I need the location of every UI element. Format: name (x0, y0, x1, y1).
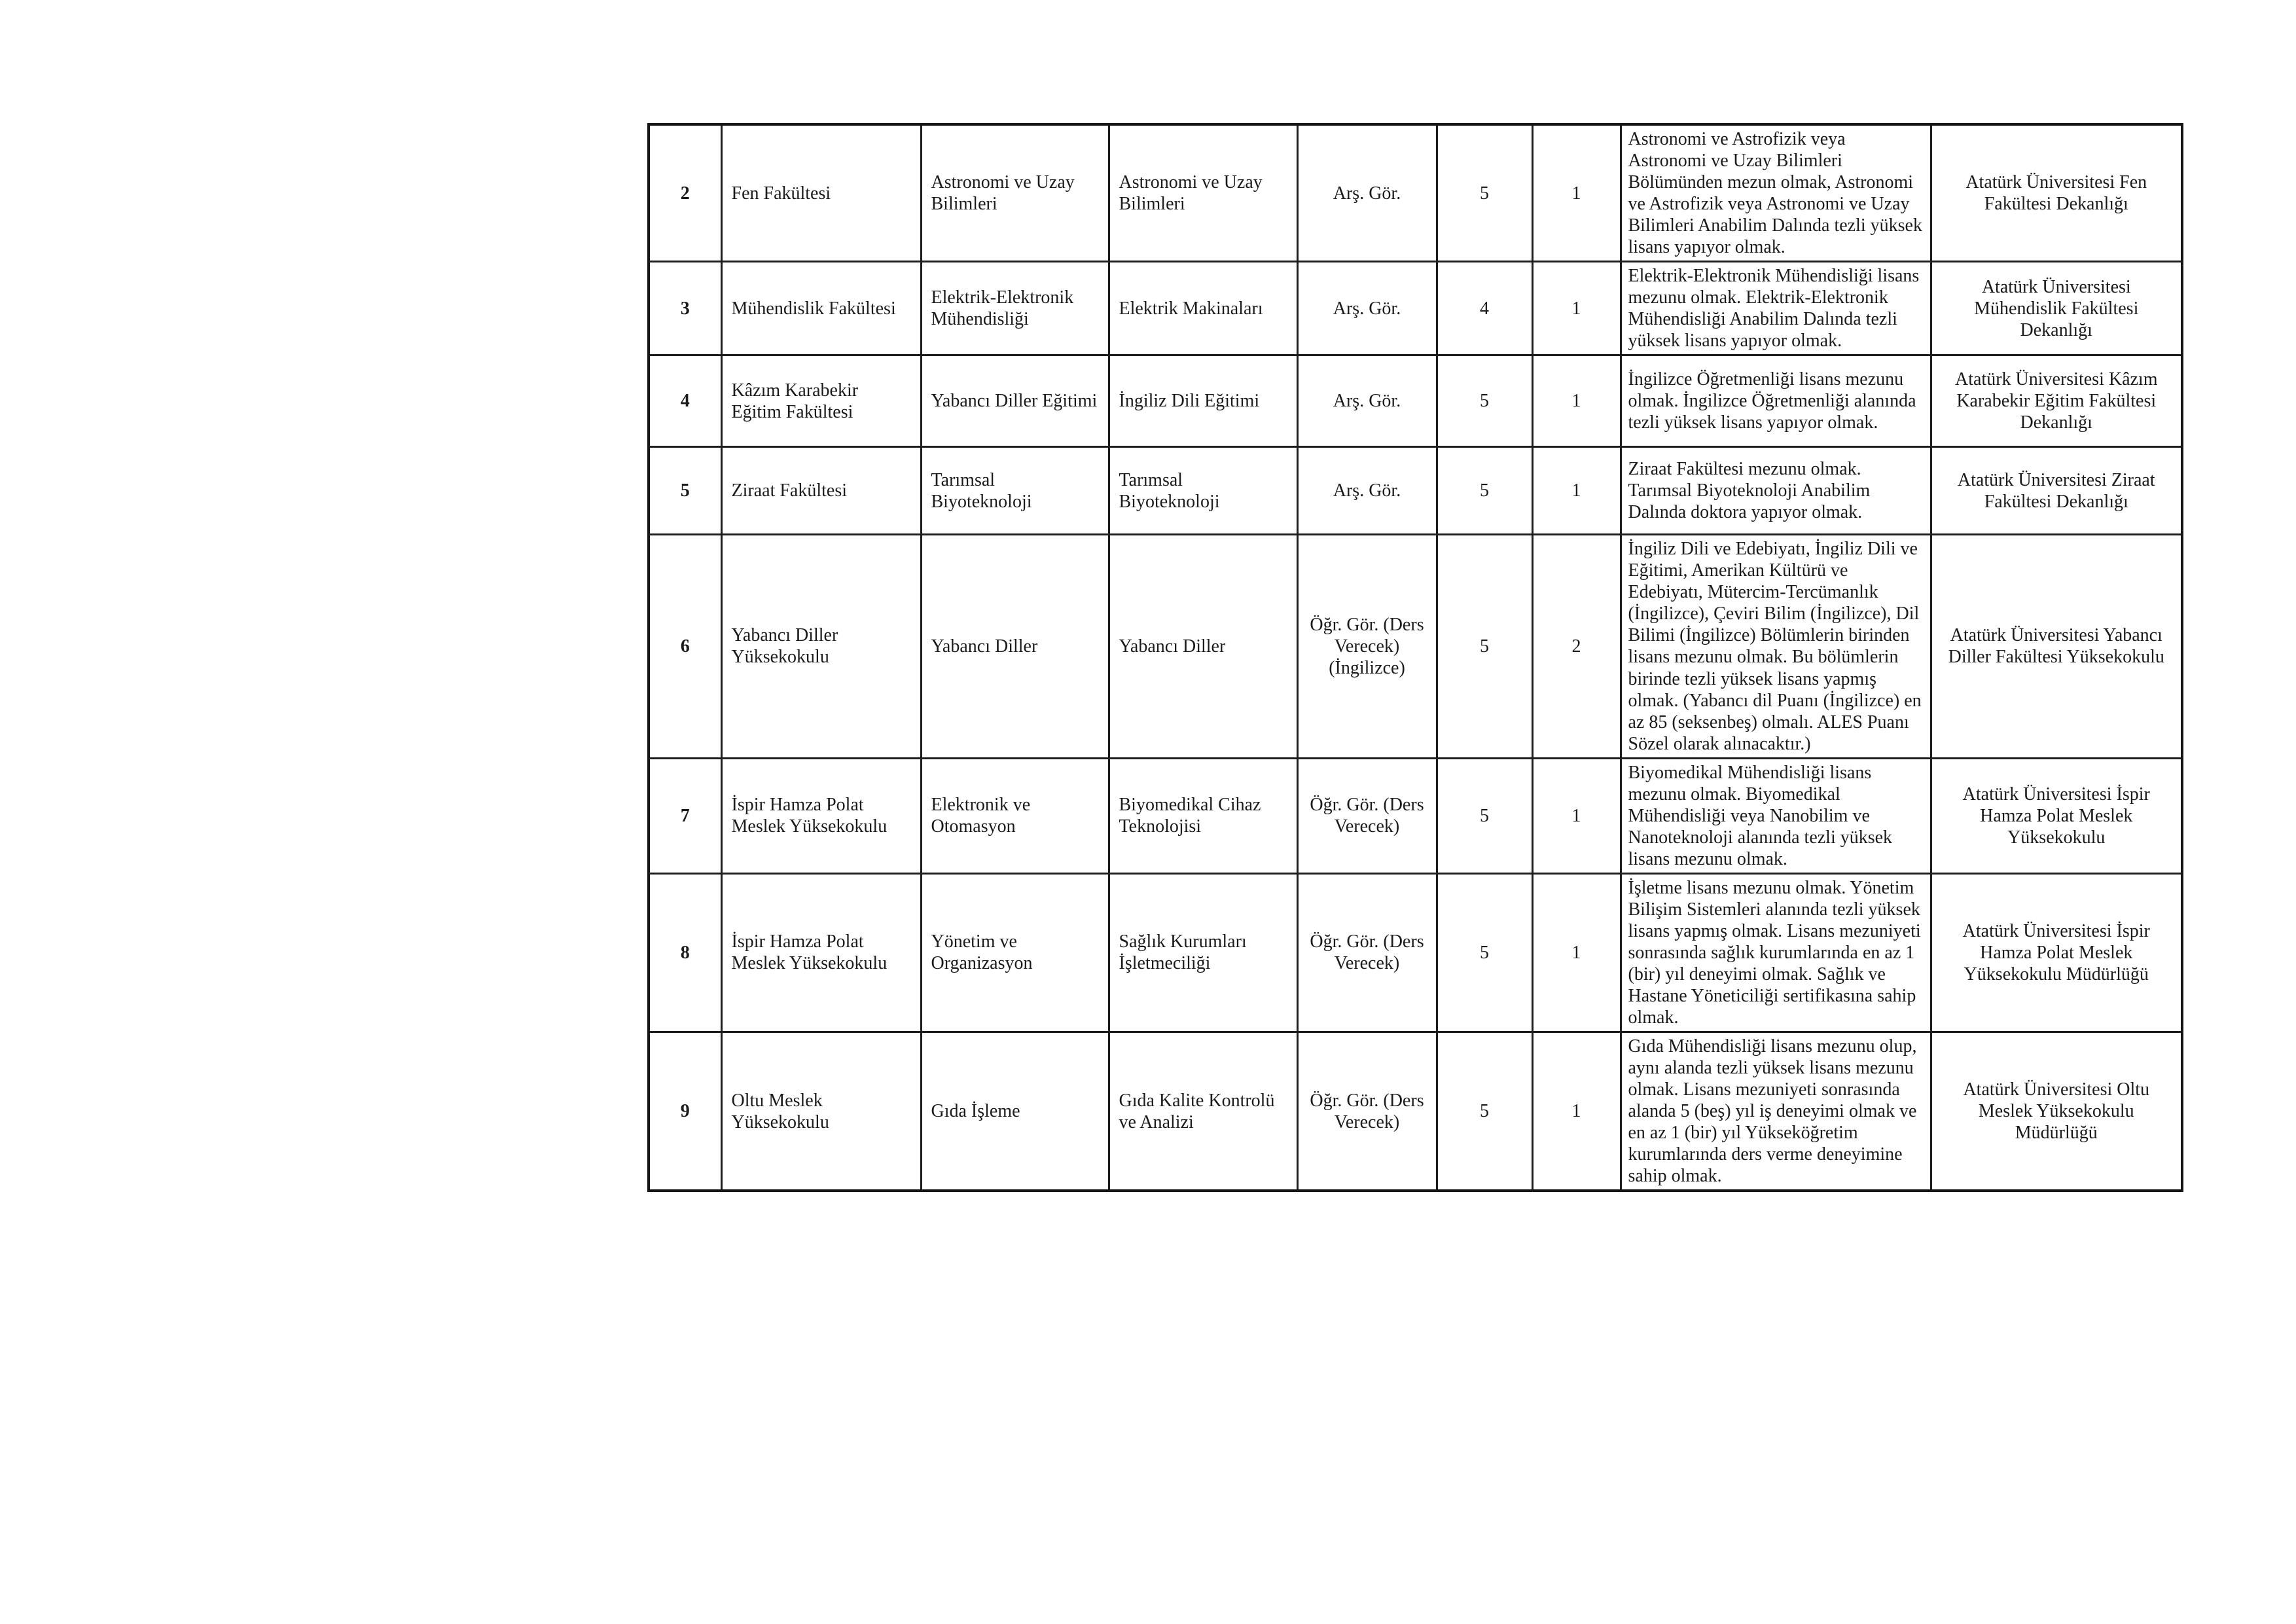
row-number-cell: 6 (649, 535, 721, 758)
program-cell: Biyomedikal Cihaz Teknolojisi (1109, 758, 1297, 873)
program-cell: Gıda Kalite Kontrolü ve Analizi (1109, 1032, 1297, 1191)
requirements-cell: Gıda Mühendisliği lisans mezunu olup, aynı alanda tezli yüksek lisans mezunu olmak. Lisans mezuniyeti sonrasında alanda 5 (beş) yıl iş deneyimi olmak ve en az 1 (bir) yıl Yükseköğretim kurumlarında ders verme deneyimine sahip olmak. (1621, 1032, 1931, 1191)
quota-cell: 1 (1532, 124, 1621, 262)
department-cell: Astronomi ve Uzay Bilimleri (921, 124, 1109, 262)
table-row (649, 124, 2182, 262)
grade-cell: 5 (1437, 535, 1532, 758)
title-cell: Arş. Gör. (1297, 124, 1437, 262)
table-row (649, 758, 2182, 873)
title-cell: Arş. Gör. (1297, 355, 1437, 447)
department-cell: Yönetim ve Organizasyon (921, 873, 1109, 1032)
program-cell: Sağlık Kurumları İşletmeciliği (1109, 873, 1297, 1032)
department-cell: Yabancı Diller Eğitimi (921, 355, 1109, 447)
apply-unit-cell: Atatürk Üniversitesi Fen Fakültesi Dekanlığı (1931, 124, 2182, 262)
table-row (649, 262, 2182, 355)
requirements-cell: İşletme lisans mezunu olmak. Yönetim Bilişim Sistemleri alanında tezli yüksek lisans yapmış olmak. Lisans mezuniyeti sonrasında sağlık kurumlarında en az 1 (bir) yıl deneyimi olmak. Sağlık ve Hastane Yöneticiliği sertifikasına sahip olmak. (1621, 873, 1931, 1032)
program-cell: İngiliz Dili Eğitimi (1109, 355, 1297, 447)
faculty-cell: İspir Hamza Polat Meslek Yüksekokulu (721, 758, 921, 873)
row-number-cell: 3 (649, 262, 721, 355)
program-cell: Tarımsal Biyoteknoloji (1109, 447, 1297, 535)
row-number-cell: 4 (649, 355, 721, 447)
faculty-cell: Fen Fakültesi (721, 124, 921, 262)
quota-cell: 1 (1532, 873, 1621, 1032)
grade-cell: 5 (1437, 355, 1532, 447)
table-row (649, 355, 2182, 447)
vacancy-table (647, 123, 2183, 1192)
title-cell: Öğr. Gör. (Ders Verecek) (1297, 873, 1437, 1032)
department-cell: Elektronik ve Otomasyon (921, 758, 1109, 873)
table-row (649, 873, 2182, 1032)
quota-cell: 1 (1532, 447, 1621, 535)
department-cell: Gıda İşleme (921, 1032, 1109, 1191)
program-cell: Yabancı Diller (1109, 535, 1297, 758)
title-cell: Öğr. Gör. (Ders Verecek) (1297, 758, 1437, 873)
grade-cell: 5 (1437, 758, 1532, 873)
apply-unit-cell: Atatürk Üniversitesi Oltu Meslek Yüksekokulu Müdürlüğü (1931, 1032, 2182, 1191)
table-row (649, 1032, 2182, 1191)
title-cell: Öğr. Gör. (Ders Verecek) (İngilizce) (1297, 535, 1437, 758)
grade-cell: 4 (1437, 262, 1532, 355)
faculty-cell: İspir Hamza Polat Meslek Yüksekokulu (721, 873, 921, 1032)
requirements-cell: Biyomedikal Mühendisliği lisans mezunu olmak. Biyomedikal Mühendisliği veya Nanobilim ve Nanoteknoloji alanında tezli yüksek lisans mezunu olmak. (1621, 758, 1931, 873)
department-cell: Tarımsal Biyoteknoloji (921, 447, 1109, 535)
faculty-cell: Kâzım Karabekir Eğitim Fakültesi (721, 355, 921, 447)
row-number-cell: 9 (649, 1032, 721, 1191)
title-cell: Öğr. Gör. (Ders Verecek) (1297, 1032, 1437, 1191)
grade-cell: 5 (1437, 124, 1532, 262)
faculty-cell: Yabancı Diller Yüksekokulu (721, 535, 921, 758)
department-cell: Yabancı Diller (921, 535, 1109, 758)
table-row (649, 447, 2182, 535)
requirements-cell: İngilizce Öğretmenliği lisans mezunu olmak. İngilizce Öğretmenliği alanında tezli yüksek lisans yapıyor olmak. (1621, 355, 1931, 447)
row-number-cell: 2 (649, 124, 721, 262)
requirements-cell: İngiliz Dili ve Edebiyatı, İngiliz Dili ve Eğitimi, Amerikan Kültürü ve Edebiyatı, Mütercim-Tercümanlık (İngilizce), Çeviri Bilim (İngilizce), Dil Bilimi (İngilizce) Bölümlerin birinden lisans mezunu olmak. Bu bölümlerin birinde tezli yüksek lisans yapmış olmak. (Yabancı dil Puanı (İngilizce) en az 85 (seksenbeş) olmalı. ALES Puanı Sözel olarak alınacaktır.) (1621, 535, 1931, 758)
quota-cell: 1 (1532, 355, 1621, 447)
program-cell: Elektrik Makinaları (1109, 262, 1297, 355)
apply-unit-cell: Atatürk Üniversitesi Mühendislik Fakültesi Dekanlığı (1931, 262, 2182, 355)
table-row (649, 535, 2182, 758)
grade-cell: 5 (1437, 1032, 1532, 1191)
row-number-cell: 5 (649, 447, 721, 535)
grade-cell: 5 (1437, 447, 1532, 535)
faculty-cell: Ziraat Fakültesi (721, 447, 921, 535)
title-cell: Arş. Gör. (1297, 447, 1437, 535)
quota-cell: 1 (1532, 758, 1621, 873)
faculty-cell: Mühendislik Fakültesi (721, 262, 921, 355)
apply-unit-cell: Atatürk Üniversitesi İspir Hamza Polat Meslek Yüksekokulu (1931, 758, 2182, 873)
requirements-cell: Ziraat Fakültesi mezunu olmak. Tarımsal Biyoteknoloji Anabilim Dalında doktora yapıyor olmak. (1621, 447, 1931, 535)
row-number-cell: 8 (649, 873, 721, 1032)
quota-cell: 2 (1532, 535, 1621, 758)
department-cell: Elektrik-Elektronik Mühendisliği (921, 262, 1109, 355)
requirements-cell: Elektrik-Elektronik Mühendisliği lisans mezunu olmak. Elektrik-Elektronik Mühendisliği Anabilim Dalında tezli yüksek lisans yapıyor olmak. (1621, 262, 1931, 355)
apply-unit-cell: Atatürk Üniversitesi Ziraat Fakültesi Dekanlığı (1931, 447, 2182, 535)
grade-cell: 5 (1437, 873, 1532, 1032)
requirements-cell: Astronomi ve Astrofizik veya Astronomi ve Uzay Bilimleri Bölümünden mezun olmak, Astronomi ve Astrofizik veya Astronomi ve Uzay Bilimleri Anabilim Dalında tezli yüksek lisans yapıyor olmak. (1621, 124, 1931, 262)
apply-unit-cell: Atatürk Üniversitesi İspir Hamza Polat Meslek Yüksekokulu Müdürlüğü (1931, 873, 2182, 1032)
program-cell: Astronomi ve Uzay Bilimleri (1109, 124, 1297, 262)
faculty-cell: Oltu Meslek Yüksekokulu (721, 1032, 921, 1191)
row-number-cell: 7 (649, 758, 721, 873)
title-cell: Arş. Gör. (1297, 262, 1437, 355)
quota-cell: 1 (1532, 1032, 1621, 1191)
quota-cell: 1 (1532, 262, 1621, 355)
apply-unit-cell: Atatürk Üniversitesi Kâzım Karabekir Eğitim Fakültesi Dekanlığı (1931, 355, 2182, 447)
apply-unit-cell: Atatürk Üniversitesi Yabancı Diller Fakültesi Yüksekokulu (1931, 535, 2182, 758)
